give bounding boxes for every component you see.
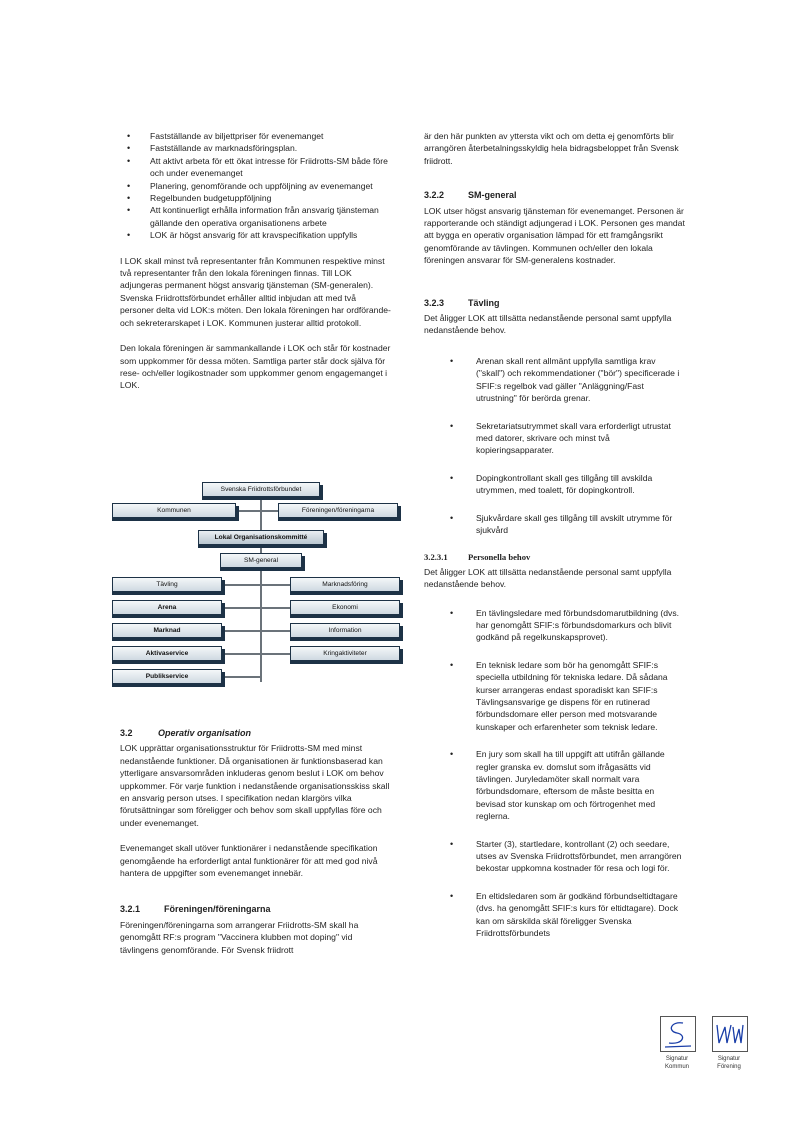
- chart-box-left-2: Marknad: [112, 623, 222, 638]
- chart-box-left-4: Publikservice: [112, 669, 222, 684]
- list-item: • Sjukvårdare skall ges tillgång till avskilt utrymme för sjukvård: [424, 512, 686, 537]
- section-paragraph: Det åligger LOK att tillsätta nedanstående personal samt uppfylla nedanstående behov.: [424, 566, 672, 590]
- section-number: 3.2.2: [424, 190, 445, 201]
- signature-box-kommun: [660, 1016, 696, 1052]
- section-paragraph: Evenemanget skall utöver funktionärer i nedanstående specifikation genomgående ha erforderligt antal funktionärer för att med god nivå hantera de uppgifter som evenemanget innebär.: [120, 843, 378, 879]
- section-number: 3.2.3.1: [424, 552, 448, 563]
- signature-box-forening: [712, 1016, 748, 1052]
- list-item: • En tävlingsledare med förbundsdomarutbildning (dvs. har genomgått SFIF:s förbundsdomarkurs och blivit godkänd på regelkunskapsprovet).: [424, 607, 686, 644]
- chart-connector: [220, 653, 290, 655]
- list-item: • En jury som skall ha till uppgift att utifrån gällande regler granska ev. domslut som ifrågasätts vid tävlingen. Juryledamöter skall normalt vara förbundsdomare, eftersom de måste besitta en bevisad stor kunskap om och förtrogenhet med reglerna.: [424, 748, 686, 822]
- chart-box-general: SM-general: [220, 553, 302, 568]
- chart-box-lok: Lokal Organisationskommitté: [198, 530, 324, 545]
- section-paragraph: Föreningen/föreningarna som arrangerar Friidrotts-SM skall ha genomgått RF:s program "Vaccinera klubben mot doping" vid tävlingens genomförande. För Svensk friidrott: [120, 919, 359, 955]
- section-number: 3.2: [120, 728, 133, 738]
- list-item: • Dopingkontrollant skall ges tillgång till avskilda utrymmen, med toalett, för dopingkontroll.: [424, 472, 686, 497]
- chart-box-right-1: Ekonomi: [290, 600, 400, 615]
- section-heading: [120, 727, 392, 739]
- list-item: • Regelbunden budgetuppföljning: [120, 192, 392, 204]
- section-paragraph: Det åligger LOK att tillsätta nedanstående personal samt uppfylla nedanstående behov.: [424, 313, 672, 336]
- list-item: • Sekretariatsutrymmet skall vara erforderligt utrustat med datorer, skrivare och minst två kopieringsapparater.: [424, 420, 686, 457]
- section-heading: [120, 903, 392, 915]
- lok-members-paragraph: I LOK skall minst två representanter från Kommunen respektive minst två representanter från den lokala föreningen finnas. Till LOK adjungeras permanent högst ansvarig tjänsteman (SM-generalen). Svenska Friidrottsförbundet erhåller alltid inbjudan att med två personer delta vid LOK:s möten. Den lokala föreningen har ordförande- och sekreterarskapet i LOK. Kommunen justerar alltid protokoll.: [120, 255, 391, 328]
- signature-label-kommun: [652, 1055, 702, 1071]
- chart-box-kommunen: Kommunen: [112, 503, 236, 518]
- section-number: 3.2.1: [120, 904, 141, 915]
- list-item: • Planering, genomförande och uppföljning av evenemanget: [120, 180, 392, 192]
- chart-box-right-3: Kringaktiviteter: [290, 646, 400, 661]
- left-column: [120, 130, 392, 405]
- signature-label-line: Förening: [717, 1064, 741, 1070]
- list-item: • Att kontinuerligt erhålla information från ansvarig tjänsteman gällande den operativa organisationens arbete: [120, 204, 392, 229]
- chart-box-left-0: Tävling: [112, 577, 222, 592]
- section-paragraph: LOK upprättar organisationsstruktur för Friidrotts-SM med minst nedanstående funktioner. Då organisationen är funktionsbaserad kan ytterligare ansvarsområden inkluderas genom beslut i LOK om behov uppkommer. För varje funktion i nedanstående organisationsskiss skall en ansvarig person utses. I specifikation nedan klargörs vilka förutsättningar som föreligger och behov som skall uppfyllas före och under evenemanget.: [120, 743, 390, 828]
- continued-paragraph: är den här punkten av yttersta vikt och om detta ej genomförts blir arrangören återbetalningsskyldig hela bidragsbeloppet från Svensk friidrott.: [424, 131, 679, 166]
- section-3-2: [120, 727, 392, 956]
- chart-box-right-0: Marknadsföring: [290, 577, 400, 592]
- section-number: 3.2.3: [424, 297, 445, 308]
- personella-list: [424, 607, 686, 940]
- chart-connector: [220, 630, 290, 632]
- list-item: • En eltidsledaren som är godkänd förbundseltidtagare (dvs. ha genomgått SFIF:s kurs för eltidtagare). Dock kan om särskilda skäl föreligger Svenska Friidrottsförbundets: [424, 890, 686, 940]
- chart-connector: [260, 564, 262, 682]
- right-column: [424, 130, 686, 940]
- list-item: • Fastställande av marknadsföringsplan.: [120, 142, 392, 154]
- section-heading: [424, 551, 686, 563]
- section-title: Operativ organisation: [158, 728, 252, 738]
- list-item: • Arenan skall rent allmänt uppfylla samtliga krav ("skall") och rekommendationer ("bör") specificerade i SFIF:s regelbok vad gäller "Anläggning/Fast utrustning" för berörda grenar.: [424, 355, 686, 405]
- chart-box-left-1: Arena: [112, 600, 222, 615]
- signature-label-line: Kommun: [664, 1064, 689, 1070]
- section-title: Tävling: [468, 297, 500, 308]
- chart-connector: [220, 607, 290, 609]
- chart-box-sff: Svenska Friidrottsförbundet: [202, 482, 320, 497]
- chart-box-foreningen: Föreningen/föreningarna: [278, 503, 398, 518]
- signature-label-line: Signatur: [665, 1056, 689, 1062]
- lok-costs-paragraph: Den lokala föreningen är sammankallande i LOK och står för kostnader som uppkommer för dessa möten. Samtliga parter står dock själva för rese- och/eller logikostnader som uppkommer genom engagemanget i LOK.: [120, 343, 391, 391]
- tavling-list: [424, 355, 686, 536]
- section-title: SM-general: [468, 190, 517, 201]
- list-item: • Fastställande av biljettpriser för evenemanget: [120, 130, 392, 142]
- list-item: • En teknisk ledare som bör ha genomgått SFIF:s speciella utbildning för tekniska ledare. Då sådana kurser arrangeras endast sporadiskt kan SFIF:s Tävlingsansvarige ge dispens för en rutinerad förbundsdomare eller person med motsvarande kunskaper och erfarenheter som teknisk ledare.: [424, 659, 686, 733]
- list-item: • LOK är högst ansvarig för att kravspecifikation uppfylls: [120, 229, 392, 241]
- list-item: • Att aktivt arbeta för ett ökat intresse för Friidrotts-SM både före och under evenemanget: [120, 155, 392, 180]
- list-item: • Starter (3), startledare, kontrollant (2) och seedare, utses av Svenska Friidrottsförbundet, men arrangören bekostar uppkomna kostnader för resa och logi för.: [424, 838, 686, 875]
- section-heading: [424, 297, 686, 309]
- signature-label-line: Signatur: [717, 1056, 741, 1062]
- signature-kommun-icon: [661, 1017, 695, 1051]
- chart-connector: [220, 584, 290, 586]
- lok-task-list: [120, 130, 392, 242]
- signature-label-forening: [704, 1055, 754, 1071]
- section-title: Föreningen/föreningarna: [164, 904, 271, 915]
- chart-box-right-2: Information: [290, 623, 400, 638]
- section-title: Personella behov: [468, 552, 531, 563]
- section-heading: [424, 189, 686, 201]
- chart-box-left-3: Aktivaservice: [112, 646, 222, 661]
- organization-chart: [110, 480, 402, 690]
- chart-connector: [220, 676, 262, 678]
- signature-forening-icon: [713, 1017, 747, 1051]
- section-paragraph: LOK utser högst ansvarig tjänsteman för evenemanget. Personen är rapporterande och ständigt adjungerad i LOK. Personen ges mandat att bygga en operativ organisation lämpad för ett framgångsrikt genomförande av tävlingen. Kommunen och/eller den lokala föreningen ansvarar för SM-generalens kostnader.: [424, 205, 685, 266]
